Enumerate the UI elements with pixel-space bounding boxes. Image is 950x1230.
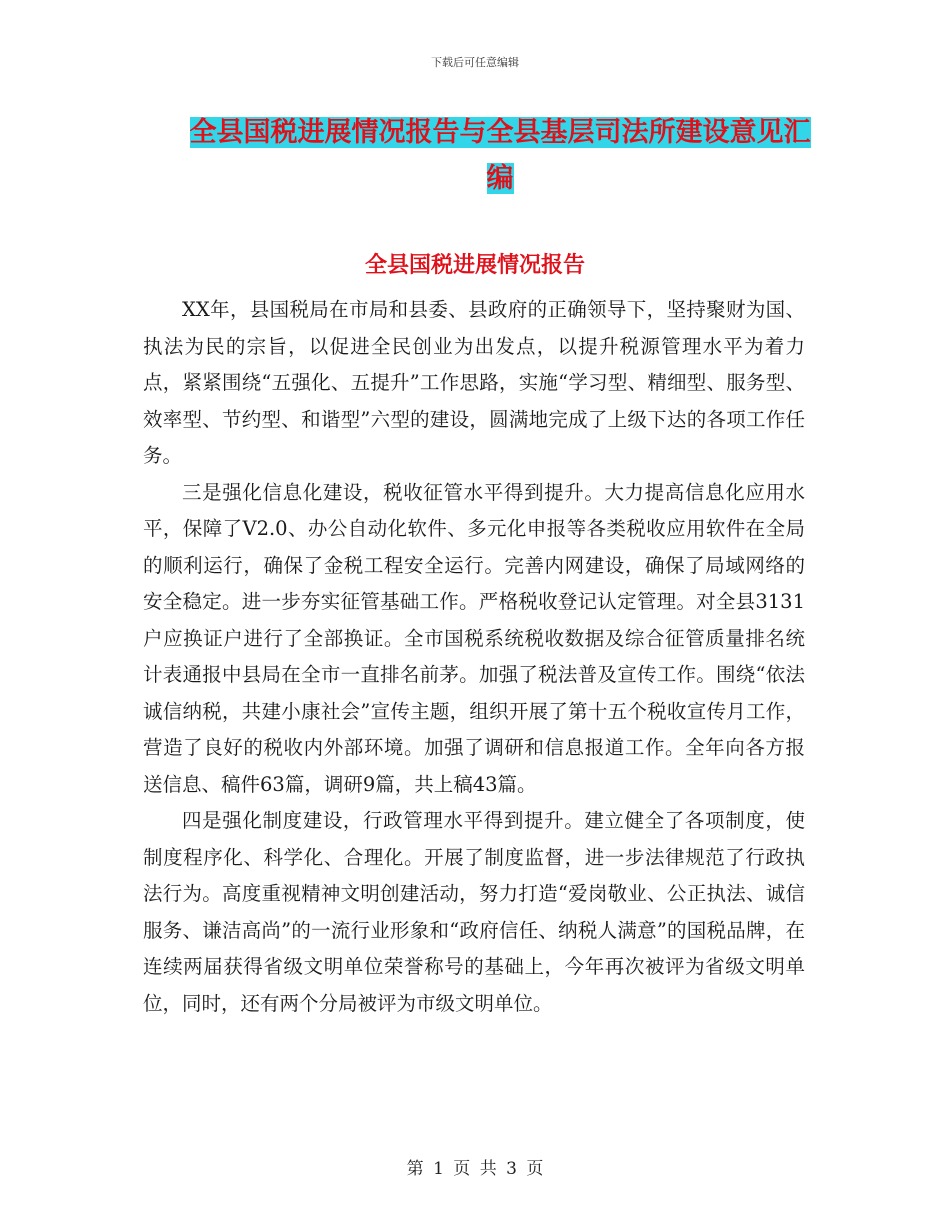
body-text <box>143 292 805 1022</box>
document-title <box>180 110 820 202</box>
paragraph: 四是强化制度建设，行政管理水平得到提升。建立健全了各项制度，使制度程序化、科学化、合理化。开展了制度监督，进一步法律规范了行政执法行为。高度重视精神文明创建活动，努力打造“爱岗敬业、公正执法、诚信服务、谦洁高尚”的一流行业形象和“政府信任、纳税人满意”的国税品牌，在连续两届获得省级文明单位荣誉称号的基础上，今年再次被评为省级文明单位，同时，还有两个分局被评为市级文明单位。 <box>143 809 805 1015</box>
paragraph: XX年，县国税局在市局和县委、县政府的正确领导下，坚持聚财为国、执法为民的宗旨，以促进全民创业为出发点，以提升税源管理水平为着力点，紧紧围绕“五强化、五提升”工作思路，实施“学习型、精细型、服务型、效率型、节约型、和谐型”六型的建设，圆满地完成了上级下达的各项工作任务。 <box>143 298 805 467</box>
document-title-line-1: 全县国税进展情况报告与全县基层司法所建设意见汇 <box>189 117 811 148</box>
paragraph: 三是强化信息化建设，税收征管水平得到提升。大力提高信息化应用水平，保障了V2.0、办公自动化软件、多元化申报等各类税收应用软件在全局的顺利运行，确保了金税工程安全运行。完善内网建设，确保了局域网络的安全稳定。进一步夯实征管基础工作。严格税收登记认定管理。对全县3131户应换证户进行了全部换证。全市国税系统税收数据及综合征管质量排名统计表通报中县局在全市一直排名前茅。加强了税法普及宣传工作。围绕“依法诚信纳税，共建小康社会”宣传主题，组织开展了第十五个税收宣传月工作，营造了良好的税收内外部环境。加强了调研和信息报道工作。全年向各方报送信息、稿件63篇，调研9篇，共上稿43篇。 <box>143 480 805 796</box>
section-title: 全县国税进展情况报告 <box>364 252 585 278</box>
page-number: 第 1 页 共 3 页 <box>406 1159 544 1179</box>
header-note: 下载后可任意编辑 <box>431 56 519 69</box>
document-title-line-2: 编 <box>486 163 514 194</box>
